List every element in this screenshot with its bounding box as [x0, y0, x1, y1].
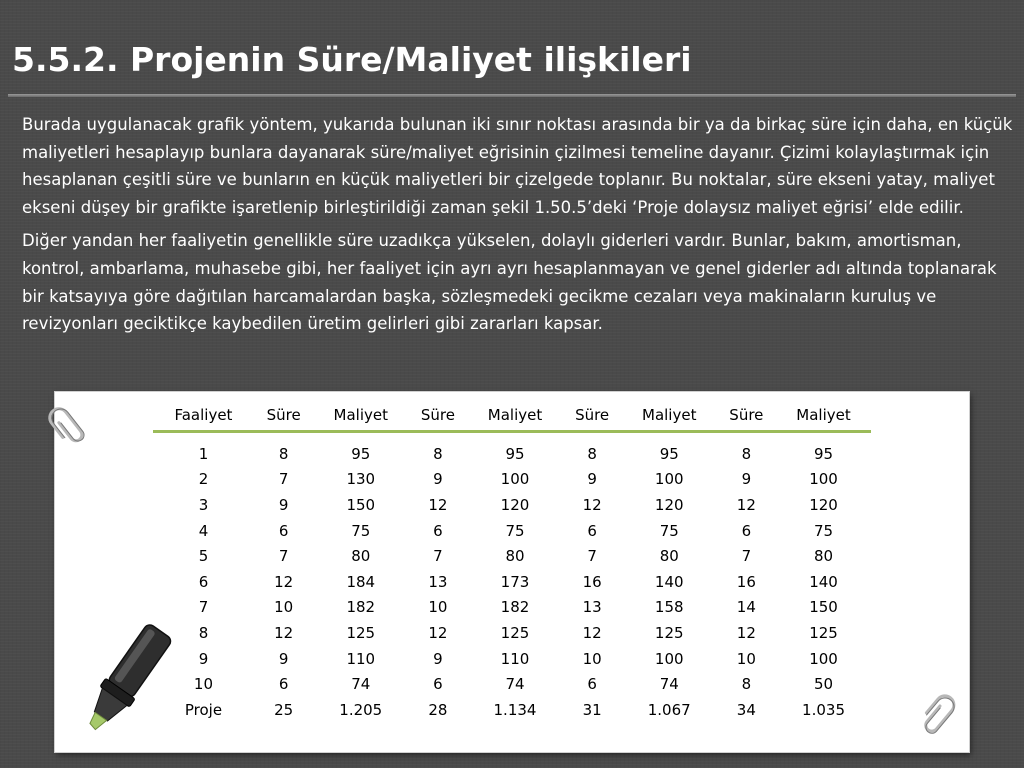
table-cell: 95	[659, 444, 679, 463]
table-cell: 100	[654, 470, 684, 489]
table-cell: 10	[193, 675, 214, 694]
table-cell: 10	[274, 598, 294, 617]
slide-body	[22, 111, 1014, 344]
table-cell: 120	[500, 495, 530, 514]
table-cell: 9	[278, 649, 289, 668]
table-cell: 100	[654, 649, 684, 668]
table-cell: 12	[736, 495, 756, 514]
table-cell: 31	[582, 700, 602, 719]
table-cell: 140	[809, 572, 838, 591]
table-cell: 158	[654, 598, 684, 617]
table-cell: 110	[346, 649, 376, 668]
table-cell: 120	[809, 495, 838, 514]
table-card	[55, 392, 969, 752]
table-cell: 75	[813, 521, 834, 540]
table-cell: 74	[351, 675, 371, 694]
table-cell: 10	[428, 598, 448, 617]
table-cell: 80	[505, 547, 525, 566]
header-cell: Süre	[729, 406, 764, 424]
table-cell: 12	[428, 495, 448, 514]
header-cell: Maliyet	[642, 406, 697, 424]
table-cell: 6	[198, 572, 209, 591]
table-cell: 173	[500, 572, 530, 591]
header-cell: Faaliyet	[174, 406, 233, 424]
table-cell: 140	[654, 572, 684, 591]
table-cell: 14	[736, 598, 756, 617]
table-cell: 6	[587, 521, 597, 540]
table-body	[153, 432, 871, 723]
table-cell: 182	[500, 598, 530, 617]
table-cell: 6	[433, 675, 443, 694]
slide-title: 5.5.2. Projenin Süre/Maliyet ilişkileri	[12, 40, 692, 79]
table-cell: 74	[505, 675, 525, 694]
table-row	[153, 620, 871, 646]
table-cell: 150	[809, 598, 838, 617]
table-cell: 34	[736, 700, 756, 719]
highlighter-marker-icon	[70, 620, 180, 745]
table-cell: 6	[278, 675, 289, 694]
table-cell: 28	[428, 700, 448, 719]
table-cell: 16	[736, 572, 756, 591]
table-cell: 8	[278, 444, 289, 463]
table-cell: 7	[587, 547, 597, 566]
table-cell: 80	[659, 547, 679, 566]
table-cell: 8	[433, 444, 443, 463]
table-cell: 6	[278, 521, 289, 540]
table-cell: 12	[428, 623, 448, 642]
table-cell: 110	[500, 649, 530, 668]
title-divider	[8, 94, 1016, 97]
table-cell: 1.134	[493, 700, 537, 719]
header-cell: Süre	[266, 406, 301, 424]
table-cell: 7	[433, 547, 443, 566]
table-cell: 74	[659, 675, 679, 694]
paragraph-2: Diğer yandan her faaliyetin genellikle süre uzadıkça yükselen, dolaylı giderleri vardır. Bunlar, bakım, amortisman, kontrol, ambarlama, muhasebe gibi, her faaliyet için ayrı ayrı hesaplanmayan ve genel giderler adı altında toplanarak bir katsayıya göre dağıtılan harcamalardan başka, sözleşmedeki gecikme cezaları veya makinaların kuruluş ve revizyonları geciktikçe kaybedilen üretim gelirleri gibi zararları kapsar.	[22, 231, 997, 334]
table-cell: 8	[198, 623, 209, 642]
table-cell: 130	[346, 470, 376, 489]
table-cell: 182	[346, 598, 376, 617]
table-cell: 6	[741, 521, 752, 540]
paperclip-icon	[912, 690, 982, 752]
table-cell: 6	[433, 521, 443, 540]
table-cell: 75	[351, 521, 371, 540]
table-cell: 6	[587, 675, 597, 694]
header-cell: Maliyet	[796, 406, 851, 424]
table-cell: 13	[428, 572, 448, 591]
table-row	[153, 697, 871, 723]
table-cell: 150	[346, 495, 376, 514]
table-cell: 75	[659, 521, 679, 540]
table-cell: 8	[741, 675, 752, 694]
table-cell: 7	[278, 470, 289, 489]
table-cell: 10	[582, 649, 602, 668]
table-cell: 95	[505, 444, 525, 463]
table-row	[153, 595, 871, 621]
table-row	[153, 432, 871, 467]
table-cell: 8	[587, 444, 597, 463]
paragraph-1: Burada uygulanacak grafik yöntem, yukarıda bulunan iki sınır noktası arasında bir ya da birkaç süre için daha, en küçük maliyetleri hesaplayıp bunlara dayanarak süre/maliyet eğrisinin çizilmesi temeline dayanır. Çizimi kolaylaştırmak için hesaplanan çeşitli süre ve bunların en küçük maliyetleri bir çizelgede toplanır. Bu noktalar, süre ekseni yatay, maliyet ekseni düşey bir grafikte işaretlenip birleştirildiği zaman şekil 1.50.5’deki ‘Proje dolaysız maliyet eğrisi’ elde edilir.	[22, 115, 1013, 217]
table-cell: 12	[274, 572, 294, 591]
table-cell: 125	[809, 623, 838, 642]
table-cell: 1	[198, 444, 209, 463]
table-cell: 7	[278, 547, 289, 566]
table-cell: Proje	[184, 700, 223, 719]
table-row	[153, 518, 871, 544]
table-cell: 125	[500, 623, 530, 642]
table-cell: 3	[198, 495, 209, 514]
table-cell: 9	[741, 470, 752, 489]
table-row	[153, 492, 871, 518]
table-cell: 10	[736, 649, 756, 668]
table-cell: 1.035	[802, 700, 845, 719]
table-cell: 12	[582, 495, 602, 514]
table-cell: 100	[500, 470, 530, 489]
table-cell: 80	[351, 547, 371, 566]
header-cell: Süre	[575, 406, 610, 424]
table-cell: 12	[274, 623, 294, 642]
header-cell: Maliyet	[333, 406, 388, 424]
table-cell: 7	[741, 547, 752, 566]
table-cell: 4	[198, 521, 209, 540]
table-cell: 13	[582, 598, 602, 617]
table-cell: 2	[198, 470, 209, 489]
table-cell: 1.067	[647, 700, 691, 719]
table-cell: 100	[809, 470, 838, 489]
table-cell: 8	[741, 444, 752, 463]
paperclip-icon	[40, 388, 110, 450]
table-cell: 1.205	[339, 700, 383, 719]
table-cell: 125	[346, 623, 376, 642]
table-cell: 25	[274, 700, 294, 719]
table-cell: 12	[736, 623, 756, 642]
table-cell: 5	[198, 547, 209, 566]
table-row	[153, 569, 871, 595]
table-row	[153, 646, 871, 672]
table-header-row	[153, 400, 871, 432]
table-cell: 125	[654, 623, 684, 642]
table-row	[153, 543, 871, 569]
table-cell: 95	[813, 444, 834, 463]
table-row	[153, 671, 871, 697]
header-cell: Maliyet	[487, 406, 543, 424]
table-cell: 9	[433, 470, 443, 489]
table-cell: 100	[809, 649, 838, 668]
table-cell: 184	[346, 572, 376, 591]
header-cell: Süre	[420, 406, 455, 424]
table-cell: 9	[278, 495, 289, 514]
table-cell: 16	[582, 572, 602, 591]
table-row	[153, 467, 871, 493]
table-cell: 95	[351, 444, 371, 463]
table-cell: 12	[582, 623, 602, 642]
table-cell: 9	[198, 649, 209, 668]
table-cell: 120	[654, 495, 684, 514]
table-cell: 7	[198, 598, 209, 617]
table-cell: 80	[813, 547, 834, 566]
table-cell: 75	[505, 521, 525, 540]
cost-duration-table	[153, 400, 871, 723]
table-cell: 9	[433, 649, 443, 668]
table-cell: 50	[813, 675, 834, 694]
table-cell: 9	[587, 470, 597, 489]
